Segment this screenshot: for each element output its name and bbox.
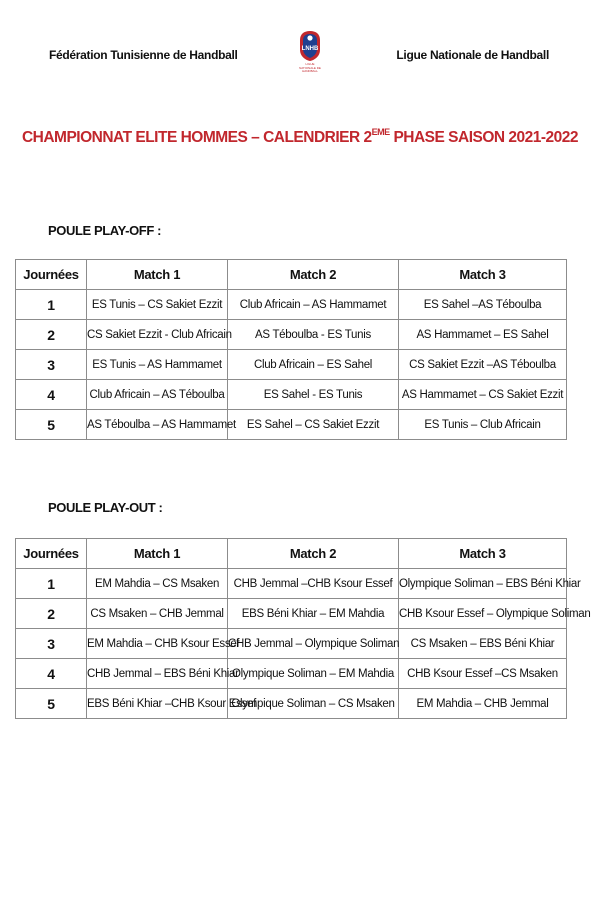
match-cell: Club Africain – AS Téboulba (87, 380, 228, 410)
match-cell: EBS Béni Khiar –CHB Ksour Essef (87, 689, 228, 719)
title-main: CHAMPIONNAT ELITE HOMMES – CALENDRIER 2 (21, 129, 372, 146)
round-number: 2 (16, 320, 87, 350)
match-cell: CS Sakiet Ezzit –AS Téboulba (399, 350, 567, 380)
title-superscript: EME (371, 127, 390, 137)
match-cell: ES Sahel – CS Sakiet Ezzit (228, 410, 399, 440)
table-row (16, 689, 567, 719)
match-cell: ES Tunis – CS Sakiet Ezzit (87, 290, 228, 320)
match-cell: CS Msaken – CHB Jemmal (87, 599, 228, 629)
match-cell: CHB Ksour Essef – Olympique Soliman (399, 599, 567, 629)
header-cell: Match 1 (87, 260, 228, 290)
match-cell: CHB Jemmal – Olympique Soliman (228, 629, 399, 659)
match-cell: EBS Béni Khiar – EM Mahdia (228, 599, 399, 629)
match-cell: EM Mahdia – CHB Jemmal (399, 689, 567, 719)
table-header-row (16, 260, 567, 290)
match-cell: AS Téboulba - ES Tunis (228, 320, 399, 350)
match-cell: ES Tunis – AS Hammamet (87, 350, 228, 380)
match-cell: CS Msaken – EBS Béni Khiar (399, 629, 567, 659)
table-row (16, 659, 567, 689)
round-number: 1 (16, 569, 87, 599)
header-cell: Journées (16, 260, 87, 290)
header-cell: Match 1 (87, 539, 228, 569)
round-number: 4 (16, 380, 87, 410)
match-cell: ES Tunis – Club Africain (399, 410, 567, 440)
table-row (16, 290, 567, 320)
match-cell: Olympique Soliman – EM Mahdia (228, 659, 399, 689)
playout-table (15, 538, 591, 719)
match-cell: CS Sakiet Ezzit - Club Africain (87, 320, 228, 350)
match-cell: ES Sahel –AS Téboulba (399, 290, 567, 320)
round-number: 2 (16, 599, 87, 629)
title-rest: PHASE SAISON 2021-2022 (389, 129, 579, 146)
match-cell: Olympique Soliman – EBS Béni Khiar (399, 569, 567, 599)
round-number: 3 (16, 629, 87, 659)
playoff-label: POULE PLAY-OFF : (48, 223, 162, 238)
table-row (16, 629, 567, 659)
table-row (16, 599, 567, 629)
match-cell: CHB Jemmal – EBS Béni Khiar (87, 659, 228, 689)
header-cell: Match 2 (228, 539, 399, 569)
match-cell: CHB Ksour Essef –CS Msaken (399, 659, 567, 689)
federation-name: Fédération Tunisienne de Handball (49, 48, 238, 62)
table-row (16, 410, 567, 440)
table-row (16, 320, 567, 350)
header-cell: Journées (16, 539, 87, 569)
round-number: 5 (16, 689, 87, 719)
round-number: 5 (16, 410, 87, 440)
header-cell: Match 3 (399, 260, 567, 290)
logo-caption: LIGUE NATIONALE DE HANDBALL (299, 62, 321, 73)
round-number: 1 (16, 290, 87, 320)
table-row (16, 380, 567, 410)
league-name: Ligue Nationale de Handball (396, 48, 549, 62)
table-header-row (16, 539, 567, 569)
match-cell: AS Téboulba – AS Hammamet (87, 410, 228, 440)
svg-text:LNHB: LNHB (301, 46, 319, 52)
playoff-table (15, 259, 567, 440)
match-cell: AS Hammamet – ES Sahel (399, 320, 567, 350)
match-cell: EM Mahdia – CS Msaken (87, 569, 228, 599)
match-cell: Club Africain – AS Hammamet (228, 290, 399, 320)
header-cell: Match 2 (228, 260, 399, 290)
match-cell: Olympique Soliman – CS Msaken (228, 689, 399, 719)
match-cell: AS Hammamet – CS Sakiet Ezzit (399, 380, 567, 410)
page-title (0, 127, 600, 147)
lnhb-logo (297, 30, 323, 74)
match-cell: EM Mahdia – CHB Ksour Essef (87, 629, 228, 659)
round-number: 4 (16, 659, 87, 689)
table-row (16, 350, 567, 380)
handball-shield-icon (299, 30, 321, 62)
header-cell: Match 3 (399, 539, 567, 569)
round-number: 3 (16, 350, 87, 380)
match-cell: ES Sahel - ES Tunis (228, 380, 399, 410)
table-row (16, 569, 567, 599)
match-cell: Club Africain – ES Sahel (228, 350, 399, 380)
match-cell: CHB Jemmal –CHB Ksour Essef (228, 569, 399, 599)
playout-label: POULE PLAY-OUT : (48, 500, 163, 515)
